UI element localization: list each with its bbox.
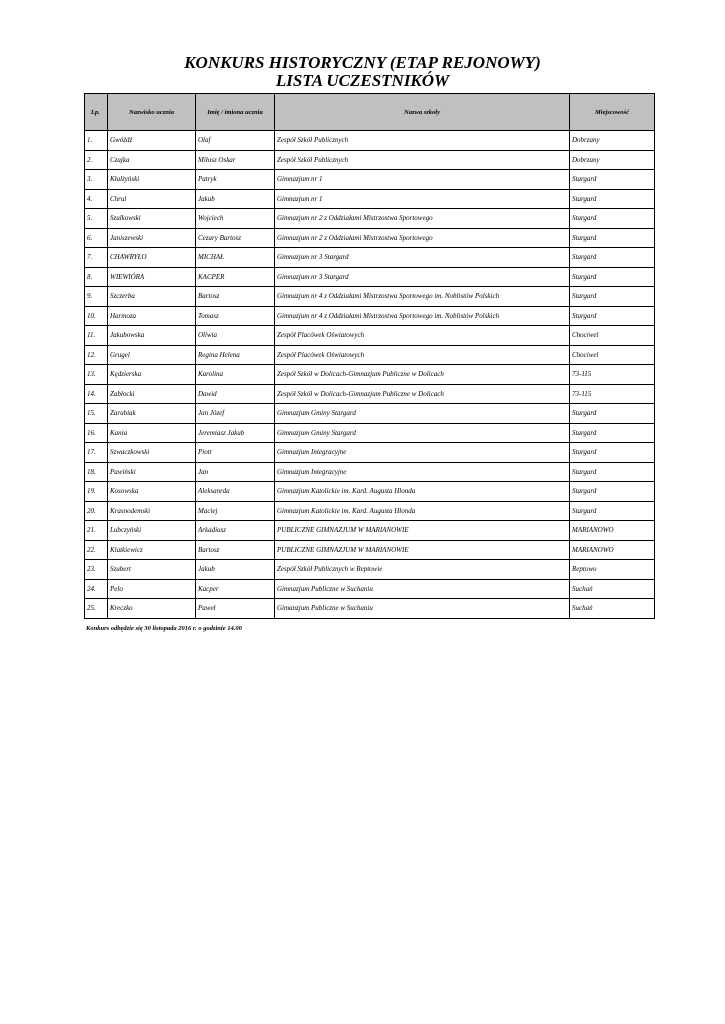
cell-first-name: Piotr [196,443,275,463]
cell-lp: 12. [85,345,108,365]
cell-first-name: Olaf [196,131,275,151]
cell-surname: CHAWRYŁO [108,248,196,268]
cell-surname: Kędzierska [108,365,196,385]
cell-surname: Kosowska [108,482,196,502]
cell-school: Gimnazjum Integracyjne [275,443,570,463]
cell-lp: 13. [85,365,108,385]
table-row [85,209,655,229]
cell-first-name: Regina Helena [196,345,275,365]
cell-town: 73-115 [570,384,655,404]
cell-first-name: Bartosz [196,540,275,560]
cell-surname: Janiszewski [108,228,196,248]
cell-town: Stargard [570,404,655,424]
cell-lp: 10. [85,306,108,326]
cell-first-name: Arkadiusz [196,521,275,541]
cell-first-name: Aleksanrda [196,482,275,502]
table-row [85,384,655,404]
table-row [85,560,655,580]
table-row [85,287,655,307]
column-header-lp: Lp. [85,94,108,131]
cell-lp: 2. [85,150,108,170]
cell-lp: 22. [85,540,108,560]
cell-lp: 1. [85,131,108,151]
cell-surname: Lubczyński [108,521,196,541]
cell-lp: 17. [85,443,108,463]
footer-note: Konkurs odbędzie się 30 listopada 2016 r. o godzinie 14.00 [86,625,242,632]
cell-first-name: Wojciech [196,209,275,229]
cell-school: Zespół Szkół Publicznych w Reptowie [275,560,570,580]
table-row [85,326,655,346]
cell-town: Stargard [570,267,655,287]
cell-first-name: Kacper [196,579,275,599]
column-header-surname: Nazwisko ucznia [108,94,196,131]
cell-town: Dobrzany [570,150,655,170]
table-row [85,131,655,151]
page-title: KONKURS HISTORYCZNY (ETAP REJONOWY) [184,53,541,72]
cell-surname: Pawiński [108,462,196,482]
cell-school: Gimnazjum nr 3 Stargard [275,267,570,287]
cell-lp: 18. [85,462,108,482]
cell-town: Suchań [570,579,655,599]
cell-lp: 21. [85,521,108,541]
cell-town: Stargard [570,228,655,248]
cell-lp: 16. [85,423,108,443]
table-row [85,579,655,599]
cell-surname: Szczerba [108,287,196,307]
table-row [85,170,655,190]
cell-surname: Szubert [108,560,196,580]
cell-town: Stargard [570,501,655,521]
cell-town: Dobrzany [570,131,655,151]
cell-surname: Pelo [108,579,196,599]
cell-surname: Szulkowski [108,209,196,229]
cell-town: Stargard [570,189,655,209]
cell-lp: 4. [85,189,108,209]
cell-school: Zespół Placówek Oświatowych [275,326,570,346]
cell-town: 73-115 [570,365,655,385]
cell-school: PUBLICZNE GIMNAZJUM W MARIANOWIE [275,521,570,541]
cell-town: Reptowo [570,560,655,580]
cell-school: Zespół Szkół Publicznych [275,131,570,151]
cell-first-name: KACPER [196,267,275,287]
cell-first-name: Maciej [196,501,275,521]
cell-first-name: Jan Józef [196,404,275,424]
cell-surname: Zabłocki [108,384,196,404]
cell-first-name: Patryk [196,170,275,190]
cell-surname: Kreczko [108,599,196,619]
table-row [85,599,655,619]
cell-school: Zespół Szkół w Dolicach-Gimnazjum Publiczne w Dolicach [275,365,570,385]
cell-school: Gimnazjum nr 1 [275,189,570,209]
column-header-first-name: Imię / imiona ucznia [196,94,275,131]
table-row [85,443,655,463]
cell-town: Stargard [570,462,655,482]
cell-first-name: Bartosz [196,287,275,307]
cell-lp: 8. [85,267,108,287]
cell-school: Gimnazjum nr 2 z Oddziałami Mistrzostwa Sportowego [275,209,570,229]
cell-town: Stargard [570,482,655,502]
cell-lp: 20. [85,501,108,521]
cell-school: Gimnazjum nr 4 z Oddziałami Mistrzostwa Sportowego im. Noblistów Polskich [275,306,570,326]
cell-lp: 25. [85,599,108,619]
table-row [85,540,655,560]
cell-lp: 23. [85,560,108,580]
cell-school: Zespół Szkół w Dolicach-Gimnazjum Publiczne w Dolicach [275,384,570,404]
cell-lp: 5. [85,209,108,229]
cell-town: Stargard [570,423,655,443]
cell-lp: 15. [85,404,108,424]
participants-table [84,93,655,619]
cell-school: PUBLICZNE GIMNAZJUM W MARIANOWIE [275,540,570,560]
cell-first-name: Jan [196,462,275,482]
cell-school: Gimnazjum Katolickie im. Kard. Augusta Hlonda [275,501,570,521]
cell-first-name: Jakub [196,189,275,209]
cell-first-name: Jakub [196,560,275,580]
table-row [85,482,655,502]
cell-town: Stargard [570,287,655,307]
cell-school: Gimnazjum Gminy Stargard [275,404,570,424]
cell-lp: 19. [85,482,108,502]
table-row [85,423,655,443]
table-row [85,306,655,326]
cell-school: Gimnazjum Integracyjne [275,462,570,482]
cell-lp: 14. [85,384,108,404]
table-row [85,404,655,424]
cell-school: Gimnazjum nr 2 z Oddziałami Mistrzostwa Sportowego [275,228,570,248]
table-row [85,189,655,209]
cell-town: Stargard [570,209,655,229]
cell-town: MARIANOWO [570,521,655,541]
table-row [85,150,655,170]
cell-school: Gimnazjum nr 3 Stargard [275,248,570,268]
cell-town: Stargard [570,306,655,326]
cell-first-name: Oliwia [196,326,275,346]
cell-first-name: MICHAŁ [196,248,275,268]
cell-town: Chociwel [570,326,655,346]
table-row [85,462,655,482]
table-row [85,345,655,365]
cell-town: Stargard [570,170,655,190]
table-row [85,365,655,385]
cell-school: Gimnazjum nr 4 z Oddziałami Mistrzostwa Sportowego im. Noblistów Polskich [275,287,570,307]
cell-surname: Kłalżyński [108,170,196,190]
cell-school: Gimanzjum Publiczne w Suchaniu [275,599,570,619]
cell-surname: Krasnodemski [108,501,196,521]
cell-lp: 9. [85,287,108,307]
cell-surname: Chrul [108,189,196,209]
cell-lp: 6. [85,228,108,248]
cell-first-name: Cezary Bartosz [196,228,275,248]
cell-town: Chociwel [570,345,655,365]
cell-lp: 3. [85,170,108,190]
table-row [85,267,655,287]
cell-first-name: Paweł [196,599,275,619]
table-row [85,521,655,541]
table-row [85,501,655,521]
column-header-school: Nazwa szkoły [275,94,570,131]
cell-first-name: Dawid [196,384,275,404]
cell-surname: Kania [108,423,196,443]
table-header-row [85,94,655,131]
cell-surname: Grugel [108,345,196,365]
table-row [85,248,655,268]
cell-surname: WIEWIÓRA [108,267,196,287]
cell-school: Zespół Szkół Publicznych [275,150,570,170]
cell-first-name: Miłosz Oskar [196,150,275,170]
page-subtitle: LISTA UCZESTNIKÓW [275,71,450,90]
cell-school: Gimnazjum Gminy Stargard [275,423,570,443]
cell-school: Zespół Placówek Oświatowych [275,345,570,365]
cell-surname: Gwóźdź [108,131,196,151]
cell-first-name: Jeremiasz Jakub [196,423,275,443]
cell-town: Stargard [570,443,655,463]
cell-school: Gimnazjum Katolickie im. Kard. Augusta Hlonda [275,482,570,502]
cell-town: MARIANOWO [570,540,655,560]
cell-first-name: Karolina [196,365,275,385]
cell-town: Stargard [570,248,655,268]
cell-surname: Czajka [108,150,196,170]
cell-surname: Klatkiewicz [108,540,196,560]
table-row [85,228,655,248]
cell-lp: 24. [85,579,108,599]
cell-first-name: Tomasz [196,306,275,326]
cell-town: Suchań [570,599,655,619]
cell-lp: 7. [85,248,108,268]
cell-school: Gimnazjum Publiczne w Suchaniu [275,579,570,599]
cell-surname: Zarubiak [108,404,196,424]
cell-school: Gimnazjum nr 1 [275,170,570,190]
cell-surname: Harmoza [108,306,196,326]
cell-lp: 11. [85,326,108,346]
cell-surname: Jakubowska [108,326,196,346]
column-header-town: Miejscowość [570,94,655,131]
cell-surname: Szwaczkowski [108,443,196,463]
